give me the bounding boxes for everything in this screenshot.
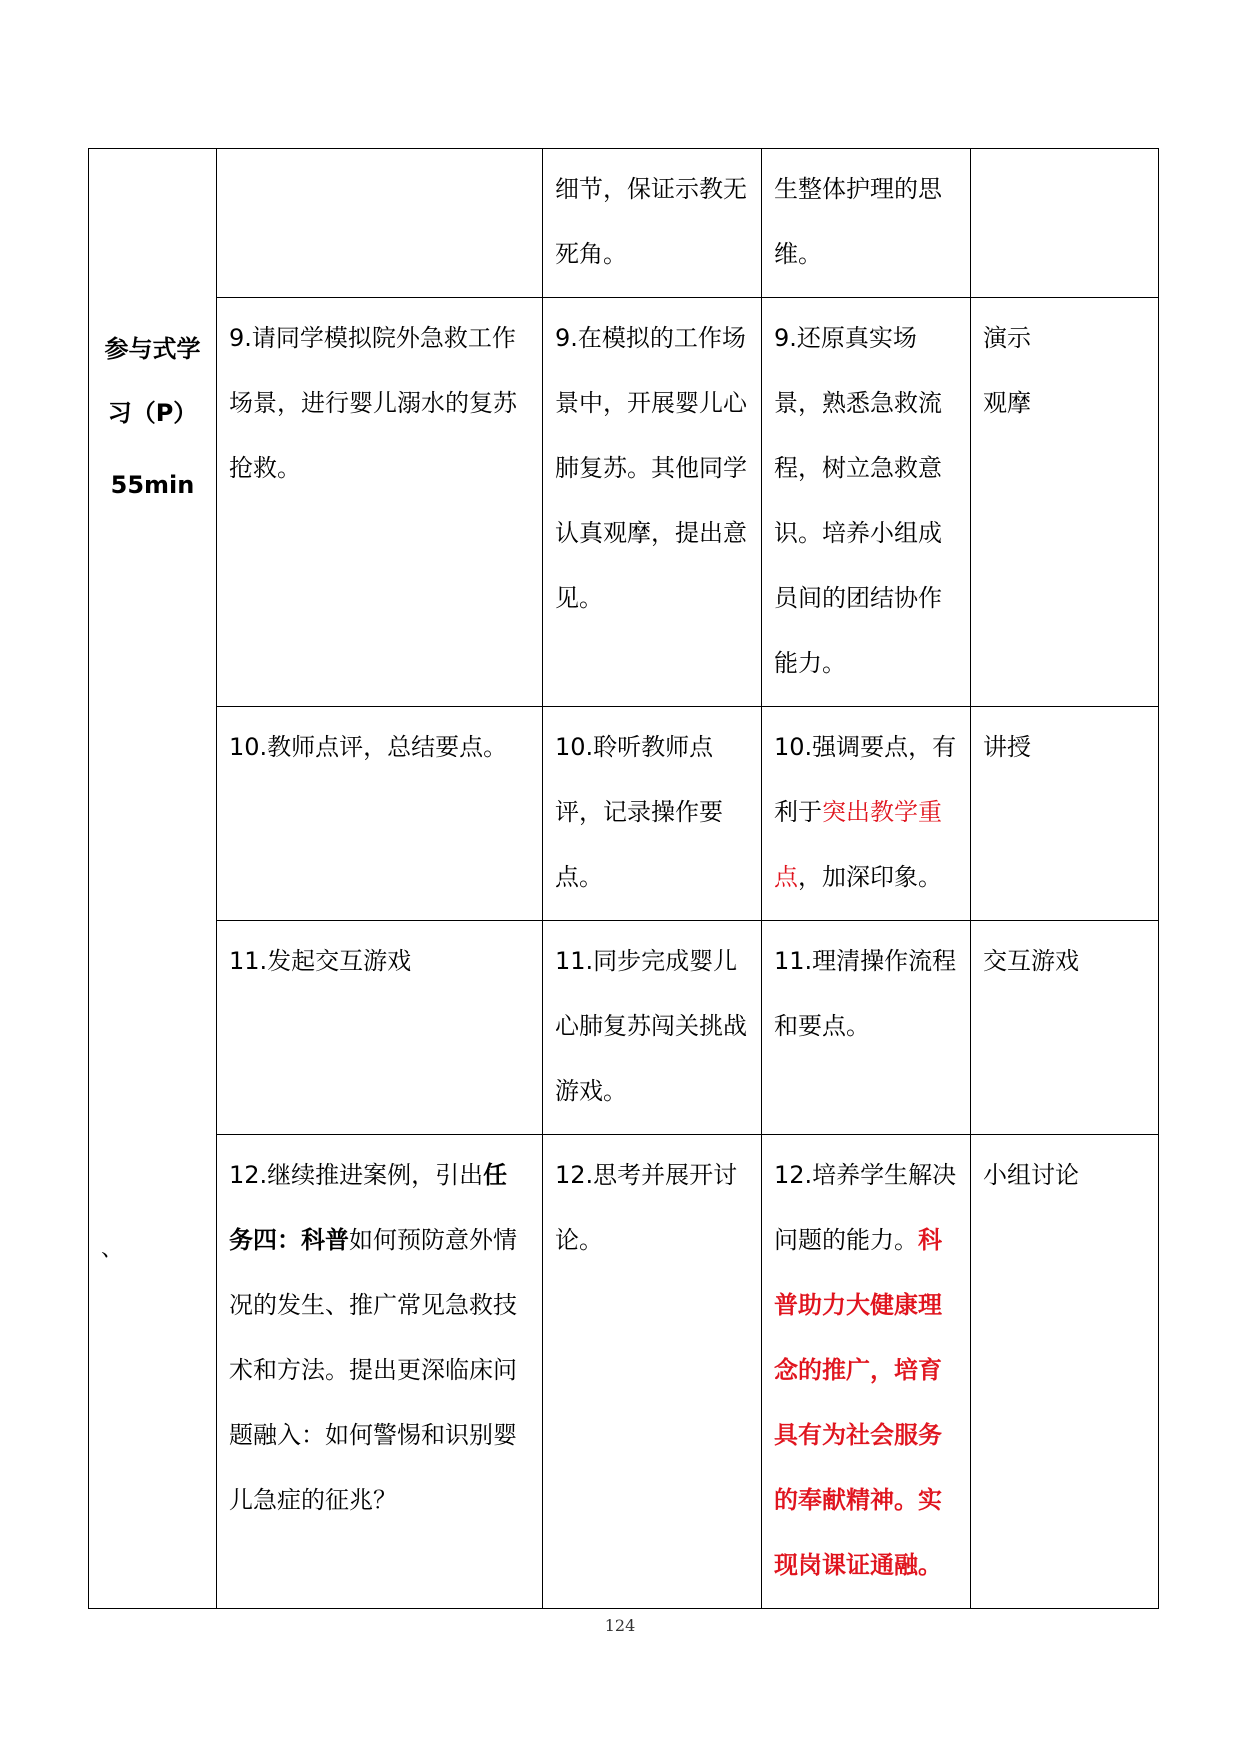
- intent-text-end: ，加深印象。: [798, 863, 942, 891]
- design-intent-cell: 11.理清操作流程和要点。: [762, 921, 971, 1135]
- table-row: [89, 1135, 1159, 1609]
- teacher-text-rest: 如何预防意外情况的发生、推广常见急救技术和方法。提出更深临床问题融入：如何警惕和识别婴儿急症的征兆？: [229, 1226, 517, 1514]
- design-intent-cell: 9.还原真实场景，熟悉急救流程，树立急救意识。培养小组成员间的团结协作能力。: [762, 298, 971, 707]
- task-highlight: 任务四：科普: [229, 1161, 508, 1254]
- method-cell: 讲授: [971, 707, 1159, 921]
- teacher-text: 12.继续推进案例，引出: [229, 1161, 484, 1189]
- method-cell: [971, 149, 1159, 298]
- lesson-plan-table: [88, 148, 1159, 1609]
- intent-highlight: 突出教学重点: [774, 798, 942, 891]
- stage-cell: [89, 149, 217, 1609]
- design-intent-cell: [762, 707, 971, 921]
- student-activity-cell: 11.同步完成婴儿心肺复苏闯关挑战游戏。: [543, 921, 762, 1135]
- student-activity-cell: 细节，保证示教无死角。: [543, 149, 762, 298]
- table-row: [89, 298, 1159, 707]
- method-observe: 观摩: [983, 389, 1031, 417]
- student-activity-cell: 10.聆听教师点评，记录操作要点。: [543, 707, 762, 921]
- method-demo: 演示: [983, 324, 1031, 352]
- method-cell: 小组讨论: [971, 1135, 1159, 1609]
- intent-highlight: 科普助力大健康理念的推广，培育具有为社会服务的奉献精神。实现岗课证通融。: [774, 1226, 942, 1579]
- teacher-activity-cell: 10.教师点评，总结要点。: [217, 707, 543, 921]
- teacher-activity-cell: [217, 1135, 543, 1609]
- design-intent-cell: [762, 1135, 971, 1609]
- intent-text: 12.培养学生解决问题的能力。: [774, 1161, 957, 1254]
- teacher-activity-cell: [217, 149, 543, 298]
- student-activity-cell: 9.在模拟的工作场景中，开展婴儿心肺复苏。其他同学认真观摩，提出意见。: [543, 298, 762, 707]
- stage-duration: 55min: [110, 471, 195, 499]
- teacher-activity-cell: 9.请同学模拟院外急救工作场景，进行婴儿溺水的复苏抢救。: [217, 298, 543, 707]
- method-cell: 交互游戏: [971, 921, 1159, 1135]
- stage-mark: 、: [101, 1237, 124, 1262]
- stage-title-line1: 参与式学: [104, 335, 201, 363]
- table-row: [89, 707, 1159, 921]
- table-row: [89, 149, 1159, 298]
- page-number: 124: [604, 1616, 636, 1635]
- design-intent-cell: 生整体护理的思维。: [762, 149, 971, 298]
- stage-title-line2: 习（P）: [107, 399, 198, 427]
- method-cell: [971, 298, 1159, 707]
- student-activity-cell: 12.思考并展开讨论。: [543, 1135, 762, 1609]
- intent-text: 10.强调要点，有利于: [774, 733, 957, 826]
- teacher-activity-cell: 11.发起交互游戏: [217, 921, 543, 1135]
- table-row: [89, 921, 1159, 1135]
